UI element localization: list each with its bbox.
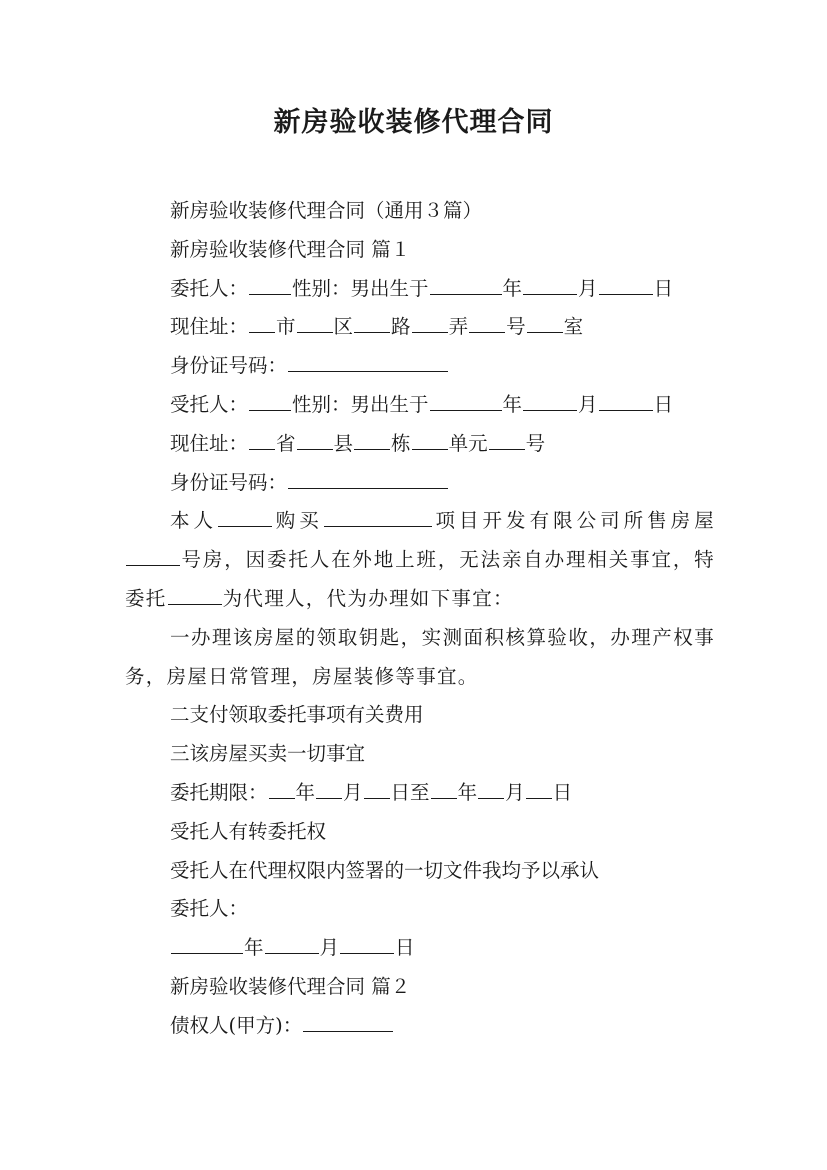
- item-2: 二支付领取委托事项有关费用: [170, 703, 424, 727]
- date-line: [125, 929, 715, 968]
- blank-field: [249, 428, 275, 449]
- sub-delegation-clause: 受托人有转委托权: [170, 819, 327, 843]
- id-number-line-2: [125, 464, 715, 503]
- blank-field: [523, 273, 577, 294]
- term-line: [125, 774, 715, 813]
- id-number-label-2: 身份证号码：: [170, 470, 288, 494]
- blank-field: [340, 933, 394, 954]
- blank-field: [489, 428, 525, 449]
- acknowledgement-clause: 受托人在代理权限内签署的一切文件我均予以承认: [170, 858, 600, 882]
- principal-day: 日: [653, 276, 674, 300]
- blank-field: [527, 312, 563, 333]
- blank-field: [412, 312, 448, 333]
- agent-gender-label: 性别：男出生于: [292, 392, 429, 416]
- address-line-1: [125, 308, 715, 347]
- blank-field: [249, 390, 291, 411]
- blank-field: [599, 390, 653, 411]
- blank-field: [297, 312, 333, 333]
- principal-year: 年: [502, 276, 523, 300]
- blank-field: [412, 428, 448, 449]
- statement-part2: 购买: [273, 509, 323, 533]
- address-county: 县: [333, 431, 354, 455]
- term-label: 委托期限：: [170, 780, 268, 804]
- blank-field: [218, 506, 272, 527]
- blank-field: [168, 584, 222, 605]
- address-building: 栋: [391, 431, 411, 455]
- term-year-2: 年: [457, 780, 478, 804]
- term-day-2: 日: [552, 780, 573, 804]
- principal-line: [125, 270, 715, 309]
- address-line-2: [125, 425, 715, 464]
- statement-part5: 为代理人，代为办理如下事宜：: [222, 586, 514, 610]
- blank-field: [249, 312, 275, 333]
- address-label-2: 现住址：: [170, 431, 249, 455]
- agent-day: 日: [653, 392, 674, 416]
- address-province: 省: [276, 431, 296, 455]
- section-heading-2: 新房验收装修代理合同 篇２: [170, 974, 411, 998]
- blank-field: [303, 1010, 393, 1031]
- blank-field: [297, 428, 333, 449]
- principal-label: 委托人：: [170, 276, 249, 300]
- blank-field: [288, 467, 448, 488]
- term-month: 月: [343, 780, 363, 804]
- blank-field: [364, 777, 390, 798]
- blank-field: [126, 545, 180, 566]
- blank-field: [599, 273, 653, 294]
- principal-month: 月: [578, 276, 598, 300]
- blank-field: [430, 273, 502, 294]
- blank-field: [249, 273, 291, 294]
- blank-field: [478, 777, 504, 798]
- blank-field: [430, 390, 502, 411]
- address-city: 市: [276, 315, 296, 339]
- term-month-2: 月: [505, 780, 525, 804]
- statement-part4: 号房，因委托人在外地上班，无法亲自办理相关事宜，特委托: [125, 548, 715, 610]
- term-day-to: 日至: [390, 780, 430, 804]
- agent-line: [125, 386, 715, 425]
- agent-month: 月: [578, 392, 598, 416]
- item-1: 一办理该房屋的领取钥匙，实测面积核算验收，办理产权事务，房屋日常管理，房屋装修等事宜。: [125, 625, 715, 688]
- blank-field: [324, 506, 432, 527]
- creditor-line: [125, 1007, 715, 1046]
- document-subtitle: 新房验收装修代理合同（通用３篇）: [170, 199, 483, 222]
- section-heading-1: 新房验收装修代理合同 篇１: [170, 237, 411, 261]
- address-unit: 单元: [448, 431, 488, 455]
- address-number: 号: [506, 315, 526, 339]
- address-label-1: 现住址：: [170, 315, 249, 339]
- principal-gender-label: 性别：男出生于: [292, 276, 429, 300]
- date-month: 月: [319, 936, 340, 960]
- document-body: [125, 192, 715, 1046]
- agent-label: 受托人：: [170, 392, 249, 416]
- date-year: 年: [244, 936, 264, 960]
- address-lane: 弄: [448, 315, 469, 339]
- agent-year: 年: [502, 392, 523, 416]
- document-title: 新房验收装修代理合同: [273, 107, 554, 138]
- address-room: 室: [563, 315, 584, 339]
- blank-field: [526, 777, 552, 798]
- term-year: 年: [295, 780, 316, 804]
- statement-part1: 本人: [170, 509, 218, 533]
- blank-field: [269, 777, 295, 798]
- blank-field: [265, 933, 319, 954]
- blank-field: [523, 390, 577, 411]
- item-3: 三该房屋买卖一切事宜: [170, 742, 366, 766]
- address-road: 路: [391, 315, 411, 339]
- signature-label: 委托人：: [170, 897, 249, 921]
- date-day: 日: [395, 936, 415, 960]
- blank-field: [288, 351, 448, 372]
- address-number-2: 号: [525, 431, 546, 455]
- id-number-label-1: 身份证号码：: [170, 354, 288, 378]
- address-district: 区: [333, 315, 354, 339]
- blank-field: [316, 777, 342, 798]
- statement-paragraph: [125, 502, 715, 618]
- blank-field: [469, 312, 505, 333]
- blank-field: [354, 312, 390, 333]
- creditor-label: 债权人(甲方)：: [170, 1013, 303, 1037]
- id-number-line-1: [125, 347, 715, 386]
- blank-field: [431, 777, 457, 798]
- blank-field: [354, 428, 390, 449]
- statement-part3: 项目开发有限公司所售房屋: [432, 509, 715, 533]
- blank-field: [171, 933, 243, 954]
